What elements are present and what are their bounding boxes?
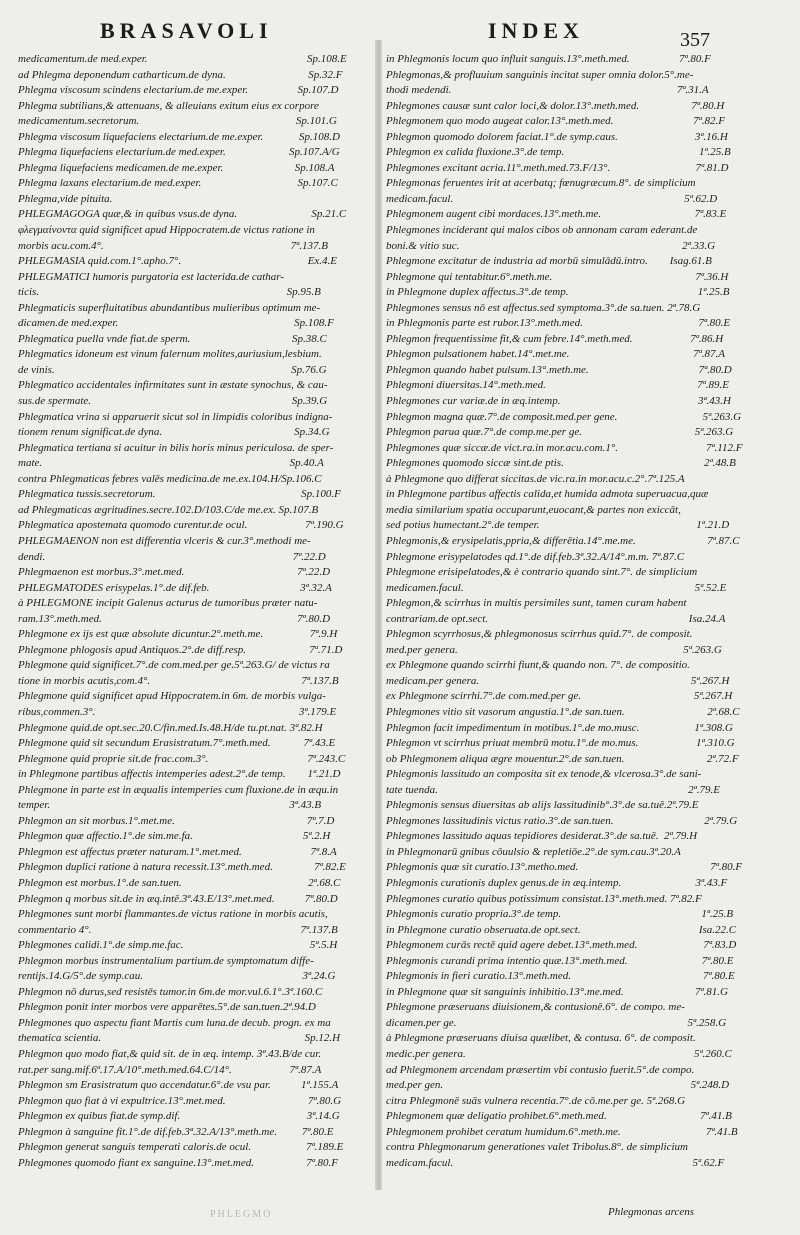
- index-entry-line: medicam.per genera. 5ª.267.H: [386, 674, 730, 687]
- index-entry-line: in Phlegmone curatio obseruata.de opt.sect. Isa.22.C: [386, 923, 737, 936]
- index-entry-line: Phlegmatica tertiana si acuitur in bilis horis minus periculosa. de sper-: [18, 441, 334, 454]
- index-entry-line: Phlegmon sm Erasistratum quo accendatur.6°.de vsu par. 1ª.155.A: [18, 1079, 339, 1092]
- index-entry-line: Phlegmon nō durus,sed resistēs tumor.in 6m.de mor.vul.6.1°.3ª.160.C: [18, 985, 323, 998]
- index-entry-line: PHLEGMAGOGA quæ,& in quibus vsus.de dyna. Sp.21.C: [18, 208, 347, 221]
- index-entry-line: media similarium spatia occuparunt,euocant,& partes non exiccāt,: [386, 503, 681, 516]
- index-entry-line: Phlegma subtilians,& attenuans, & alleuians exitum eius ex corpore: [18, 99, 319, 112]
- index-entry-line: medic.per genera. 5ª.260.C: [386, 1048, 732, 1060]
- index-entry-line: Phlegmonis curandi prima intentio quæ.13°.meth.med. 7ª.80.E: [386, 954, 734, 967]
- index-entry-line: Phlegmonem quo modo augeat calor.13°.meth.med. 7ª.82.F: [386, 115, 725, 128]
- index-entry-line: Phlegmatica vrina si apparuerit sicut sol in limpidis coloribus indigna-: [18, 410, 333, 423]
- index-entry-line: Phlegmon ponit inter morbos vere apparētes.5°.de san.tuen.2ª.94.D: [18, 1001, 316, 1014]
- index-entry-line: Phlegma laxans electarium.de med.exper. Sp.107.C: [18, 177, 338, 190]
- index-entry-line: Phlegmon,& scirrhus in multis persimiles sunt, tamen curam habent: [386, 597, 687, 610]
- index-entry-line: Phlegmones vitio sit vasorum angustia.1°.de san.tuen. 2ª.68.C: [386, 705, 740, 718]
- index-entry-line: medicam.facul. 5ª.62.F: [386, 1156, 725, 1169]
- index-entry-line: φλεγμαίνοντα quid significet apud Hippocratem.de victus ratione in: [18, 224, 315, 237]
- index-entry-line: Phlegmon facit impedimentum in motibus.1°.de mo.musc. 1ª.308.G: [386, 721, 733, 734]
- index-entry-line: Phlegmones calidi.1°.de simp.me.fac. 5ª.5.H: [18, 939, 338, 952]
- index-entry-line: Phlegmatics idoneum est vinum falernum molites,auriusium,lesbium.: [18, 348, 322, 361]
- index-entry-line: Phlegmonem prohibet ceratum humidum.6°.meth.me. 7ª.41.B: [386, 1125, 738, 1138]
- index-entry-line: Phlegmonis curationis duplex genus.de in æq.intemp. 3ª.43.F: [386, 876, 728, 889]
- index-entry-line: medicamen.facul. 5ª.52.E: [386, 581, 727, 594]
- catchword: Phlegmonas arcens: [608, 1206, 695, 1218]
- index-entry-line: Phlegmone ex ijs est quæ absolute dicuntur.2°.meth.me. 7ª.9.H: [18, 628, 338, 641]
- index-entry-line: Phlegmone phlogosis apud Antiquos.2°.de diff.resp. 7ª.71.D: [18, 643, 343, 656]
- index-entry-line: Phlegmon quando habet pulsum.13°.meth.me. 7ª.80.D: [386, 363, 732, 376]
- index-entry-line: Phlegmones sensus nō est affectus.sed symptoma.3°.de sa.tuen. 2ª.78.G: [386, 301, 701, 314]
- index-entry-line: PHLEGMATICI humoris purgatoria est lacterida.de cathar-: [18, 270, 285, 283]
- index-entry-line: Phlegmones quomodo fiant ex sanguine.13°.met.med. 7ª.80.F: [18, 1156, 338, 1169]
- index-entry-line: medicamentum.secretorum. Sp.101.G: [18, 115, 337, 128]
- index-entry-line: med.per genera. 5ª.263.G: [386, 643, 722, 656]
- page-number: 357: [680, 29, 710, 51]
- index-entry-line: Phlegma viscosum scindens electarium.de me.exper. Sp.107.D: [18, 84, 339, 97]
- index-entry-line: contra Phlegmonarum generationes valet Tribolus.8°. de simplicium: [386, 1141, 688, 1154]
- index-entry-line: in Phlegmonarū gnibus cōuulsio & repletiōe.2°.de sym.cau.3ª.20.A: [386, 845, 681, 858]
- index-entry-line: medicamentum.de med.exper. Sp.108.E: [18, 53, 347, 65]
- index-entry-line: mate. Sp.40.A: [18, 457, 324, 470]
- index-entry-line: contra Phlegmaticas febres valēs medicina.de me.ex.104.H/Sp.106.C: [18, 472, 322, 485]
- index-entry-line: rat.per sang.mif.6ª.17.A/10°.meth.med.64.C/14°. 7ª.87.A: [18, 1063, 322, 1076]
- index-entry-line: in Phlegmonis parte est rubor.13°.meth.med. 7ª.80.E: [386, 317, 731, 330]
- index-entry-line: Phlegmatica puella vnde fiat.de sperm. Sp.38.C: [18, 332, 327, 345]
- index-entry-line: Phlegmon quomodo dolorem faciat.1°.de symp.caus. 3ª.16.H: [386, 130, 728, 143]
- index-entry-line: Phlegmone qui tentabitur.6°.meth.me. 7ª.36.H: [386, 270, 729, 283]
- index-entry-line: Phlegmatica apostemata quomodo curentur.de ocul. 7ª.190.G: [18, 519, 344, 532]
- index-entry-line: Phlegmonis lassitudo an composita sit ex tenode,& vlcerosa.3°.de sani-: [386, 768, 702, 781]
- index-entry-line: Phlegmon pulsationem habet.14°.met.me. 7ª.87.A: [386, 348, 725, 361]
- index-entry-line: Phlegmone quid.de opt.sec.20.C/fin.med.Is.48.H/de tu.pt.nat. 3ª.82.H: [18, 721, 323, 734]
- index-entry-line: Phlegmonem curās rectē quid agere debet.13°.meth.med. 7ª.83.D: [386, 939, 737, 952]
- index-entry-line: commentario 4°. 7ª.137.B: [18, 923, 338, 936]
- index-entry-line: tione in morbis acutis,com.4°. 7ª.137.B: [18, 674, 339, 687]
- index-entry-line: thematica scientia. Sp.12.H: [18, 1032, 341, 1045]
- index-entry-line: Phlegmonem quæ deligatio prohibet.6°.meth.med. 7ª.41.B: [386, 1110, 732, 1123]
- index-entry-line: Phlegmones cur variæ.de in æq.intemp. 3ª.43.H: [386, 395, 731, 408]
- index-entry-line: Phlegmon quo modo fiat,& quid sit. de in æq. intemp. 3ª.43.B/de cur.: [18, 1048, 322, 1060]
- index-entry-line: temper. 3ª.43.B: [18, 799, 322, 812]
- index-entry-line: Phlegmone in parte est in æqualis intemperies cum fluxione.de in æqu.in: [18, 783, 339, 796]
- index-entry-line: citra Phlegmonē suās vulnera recentia.7°.de cō.me.per ge. 5ª.268.G: [386, 1094, 686, 1107]
- index-entry-line: à PHLEGMONE incipit Galenus acturus de tumoribus præter natu-: [18, 597, 318, 610]
- index-entry-line: Phlegmones sunt morbi flammantes.de victus ratione in morbis acutis,: [18, 908, 328, 921]
- index-entry-line: Phlegmonas,& profluuium sanguinis incitat super omnia dolor.5°.me-: [386, 68, 694, 81]
- index-entry-line: Phlegma,vide pituita.: [18, 192, 113, 205]
- index-entry-line: ram.13°.meth.med. 7ª.80.D: [18, 612, 331, 625]
- index-entry-line: dicamen.per ge. 5ª.258.G: [386, 1016, 727, 1029]
- index-entry-line: de vinis. Sp.76.G: [18, 363, 327, 376]
- index-column-right: [386, 52, 772, 1171]
- index-entry-line: Phlegmon duplici ratione à natura recessit.13°.meth.med. 7ª.82.E: [18, 861, 346, 874]
- index-entry-line: Phlegmone erisypelatodes qd.1°.de dif.feb.3ª.32.A/14°.m.m. 7ª.87.C: [386, 550, 685, 563]
- index-entry-line: Phlegmon scyrrhosus,& phlegmonosus scirrhus quid.7°. de composit.: [386, 628, 693, 641]
- index-entry-line: Phlegmon quæ affectio.1°.de sim.me.fa. 5ª.2.H: [18, 830, 331, 843]
- index-entry-line: Phlegmoni diuersitas.14°.meth.med. 7ª.89.E: [386, 379, 729, 392]
- index-entry-line: Phlegmone erisipelatodes,& è contrario quando sint.7°. de simplicium: [386, 566, 698, 579]
- index-entry-line: Phlegma liquefaciens electarium.de med.exper. Sp.107.A/G: [18, 146, 340, 159]
- index-entry-line: sed potius humectant.2°.de temper. 1ª.21.D: [386, 519, 730, 532]
- index-entry-line: contrariam.de opt.sect. Isa.24.A: [386, 612, 726, 625]
- index-entry-line: Phlegmon parua quæ.7°.de comp.me.per ge. 5ª.263.G: [386, 426, 734, 439]
- index-entry-line: ad Phlegma deponendum catharticum.de dyna. Sp.32.F: [18, 68, 343, 81]
- index-entry-line: medicam.facul. 5ª.62.D: [386, 192, 718, 205]
- index-entry-line: in Phlegmone duplex affectus.3°.de temp. 1ª.25.B: [386, 286, 730, 299]
- index-entry-line: PHLEGMASIA quid.com.1°.apho.7°. Ex.4.E: [18, 255, 338, 268]
- index-entry-line: Phlegmon morbus instrumentalium partium.de symptomatum diffe-: [18, 954, 314, 967]
- index-entry-line: Phlegmonem augent cibi mordaces.13°.meth.me. 7ª.83.E: [386, 208, 727, 221]
- index-entry-line: PHLEGMAENON non est differentia vlceris & cur.3°.methodi me-: [18, 534, 311, 547]
- index-entry-line: Phlegmatico accidentales infirmitates sunt in æstate synochus, & cau-: [18, 379, 328, 392]
- index-entry-line: Phlegmonas feruentes irit at acerbatq; fœnugræcum.8°. de simplicium: [386, 177, 696, 190]
- index-entry-line: rentijs.14.G/5°.de symp.cau. 3ª.24.G: [18, 970, 336, 983]
- index-entry-line: ob Phlegmonem aliqua ægre mouentur.2°.de san.tuen. 2ª.72.F: [386, 752, 739, 765]
- show-through-text: PHLEGMO: [210, 1209, 273, 1220]
- index-entry-line: Phlegmonis sensus diuersitas ab alijs lassitudinib°.3°.de sa.tuē.2ª.79.E: [386, 799, 699, 812]
- index-entry-line: Phlegma liquefaciens medicamen.de me.exper. Sp.108.A: [18, 161, 335, 174]
- index-entry-line: in Phlegmone partibus affectis calida,et humida admota superuacua,quæ: [386, 488, 709, 501]
- index-entry-line: Phlegmonis curatio propria.3°.de temp. 1ª.25.B: [386, 908, 734, 921]
- index-entry-line: ad Phlegmaticas ægritudines.secre.102.D/103.C/de me.ex. Sp.107.B: [18, 503, 319, 516]
- index-entry-line: Phlegmone præseruans diuisionem,& contusionē.6°. de compo. me-: [386, 1001, 685, 1014]
- index-entry-line: in Phlegmonis locum quo influit sanguis.13°.meth.med. 7ª.80.F: [386, 53, 711, 65]
- index-entry-line: ex Phlegmone quando scirrhi fiunt,& quando non. 7°. de compositio.: [386, 659, 690, 672]
- index-entry-line: tate tuenda. 2ª.79.E: [386, 783, 720, 796]
- index-entry-line: morbis acu.com.4°. 7ª.137.B: [18, 239, 328, 252]
- index-entry-line: in Phlegmone partibus affectis intemperies adest.2°.de temp. 1ª.21.D: [18, 768, 341, 781]
- index-entry-line: à Phlegmone quo differat siccitas.de vic.ra.in mor.acu.c.2°.7ª.125.A: [386, 472, 685, 485]
- index-entry-line: PHLEGMATODES erisypelas.1°.de dif.feb. 3ª.32.A: [18, 581, 332, 594]
- index-entry-line: Phlegmon quo fiat à vi expultrice.13°.met.med. 7ª.80.G: [18, 1094, 342, 1107]
- index-entry-line: Phlegmon à sanguine fit.1°.de dif.feb.3ª.32.A/13°.meth.me. 7ª.80.E: [18, 1125, 334, 1138]
- index-entry-line: ex Phlegmone scirrhi.7°.de com.med.per ge. 5ª.267.H: [386, 690, 733, 703]
- index-entry-line: dicamen.de med.exper. Sp.108.F: [18, 317, 334, 330]
- index-entry-line: Phlegmone quid proprie sit.de frac.com.3°. 7ª.243.C: [18, 752, 346, 765]
- index-entry-line: ad Phlegmonem arcendam præsertim vbi contusio fuerit.5°.de compo.: [386, 1063, 695, 1076]
- index-entry-line: Phlegmones lassitudinis victus ratio.3°.de san.tuen. 2ª.79.G: [386, 814, 738, 827]
- index-entry-line: Phlegmone quid significet apud Hippocratem.in 6m. de morbis vulga-: [18, 690, 326, 703]
- index-entry-line: Phlegmonis in fieri curatio.13°.meth.med. 7ª.80.E: [386, 970, 735, 983]
- index-entry-line: Phlegmaticis superfluitatibus abundantibus mulieribus optimum me-: [18, 301, 321, 314]
- index-entry-line: Phlegmon ex quibus fiat.de symp.dif. 3ª.14.G: [18, 1110, 340, 1123]
- index-entry-line: Phlegmon est affectus præter naturam.1°.met.med. 7ª.8.A: [18, 845, 337, 858]
- index-entry-line: Phlegmon an sit morbus.1°.met.me. 7ª.7.D: [18, 814, 335, 827]
- index-entry-line: Phlegma viscosum liquefaciens electarium.de me.exper. Sp.108.D: [18, 130, 340, 143]
- index-entry-line: ribus,commen.3°. 3ª.179.E: [18, 705, 337, 718]
- index-entry-line: dendi. 7ª.22.D: [18, 550, 326, 563]
- index-entry-line: Phlegmon generat sanguis temperati caloris.de ocul. 7ª.189.E: [18, 1141, 344, 1154]
- index-entry-line: Phlegmones excitant acria.11°.meth.med.73.F/13°. 7ª.81.D: [386, 161, 729, 174]
- index-entry-line: Phlegmones causæ sunt calor loci,& dolor.13°.meth.med. 7ª.80.H: [386, 99, 725, 112]
- index-entry-line: Phlegmones quomodo siccæ sint.de ptis. 2ª.48.B: [386, 457, 736, 470]
- index-entry-line: à Phlegmone præseruans diuisa quælibet, & contusa. 6°. de composit.: [386, 1032, 696, 1045]
- running-head-right: INDEX: [488, 18, 584, 43]
- index-entry-line: Phlegmon est morbus.1°.de san.tuen. 2ª.68.C: [18, 876, 341, 889]
- index-entry-line: Phlegmon frequentissime fit,& cum febre.14°.meth.med. 7ª.86.H: [386, 332, 724, 345]
- page-gutter: [375, 40, 382, 1190]
- index-entry-line: Phlegmatica tussis.secretorum. Sp.100.F: [18, 488, 341, 501]
- index-entry-line: Phlegmones inciderant qui malos cibos ob annonam caram ederant.de: [386, 224, 698, 237]
- index-entry-line: Phlegmones lassitudo aquas tepidiores desiderat.3°.de sa.tuē. 2ª.79.H: [386, 830, 698, 843]
- index-entry-line: Phlegmonis quæ sit curatio.13°.metho.med. 7ª.80.F: [386, 861, 743, 874]
- running-head-left: BRASAVOLI: [100, 18, 273, 43]
- index-entry-line: Phlegmone quid sit secundum Erasistratum.7°.meth.med. 7ª.43.E: [18, 737, 336, 750]
- index-entry-line: Phlegmon q morbus sit.de in æq.intē.3ª.43.E/13°.met.med. 7ª.80.D: [18, 892, 338, 905]
- index-entry-line: boni.& vitio suc. 2ª.33.G: [386, 239, 716, 252]
- index-entry-line: tionem renum significat.de dyna. Sp.34.G: [18, 426, 330, 439]
- index-entry-line: Phlegmone quid significet.7°.de com.med.per ge.5ª.263.G/ de victus ra: [18, 659, 330, 672]
- index-entry-line: Phlegmon magna quæ.7°.de composit.med.per gene. 5ª.263.G: [386, 410, 742, 423]
- index-entry-line: sus.de spermate. Sp.39.G: [18, 395, 328, 408]
- index-column-left: [18, 52, 368, 1171]
- index-entry-line: Phlegmones quæ siccæ.de vict.ra.in mor.acu.com.1°. 7ª.112.F: [386, 441, 743, 454]
- index-entry-line: Phlegmonis,& erysipelatis,ppria,& differētia.14°.me.me. 7ª.87.C: [386, 534, 740, 547]
- index-entry-line: ticis. Sp.95.B: [18, 286, 321, 299]
- index-entry-line: Phlegmaenon est morbus.3°.met.med. 7ª.22.D: [18, 566, 331, 579]
- index-entry-line: in Phlegmone quæ sit sanguinis inhibitio.13°.me.med. 7ª.81.G: [386, 985, 729, 998]
- index-entry-line: Phlegmon ex calida fluxione.3°.de temp. 1ª.25.B: [386, 146, 731, 159]
- index-entry-line: Phlegmones curatio quibus potissimum consistat.13°.meth.med. 7ª.82.F: [386, 892, 702, 905]
- index-entry-line: Phlegmones quo aspectu fiant Martis cum luna.de decub. progn. ex ma: [18, 1016, 331, 1029]
- index-entry-line: med.per gen. 5ª.248.D: [386, 1079, 730, 1092]
- index-entry-line: Phlegmon vt scirrhus priuat membrū motu.1°.de mo.mus. 1ª.310.G: [386, 737, 735, 750]
- index-entry-line: Phlegmone excitatur de industria ad morbū simulādū.intro. Isag.61.B: [386, 255, 712, 268]
- index-entry-line: thodi medendi. 7ª.31.A: [386, 84, 709, 97]
